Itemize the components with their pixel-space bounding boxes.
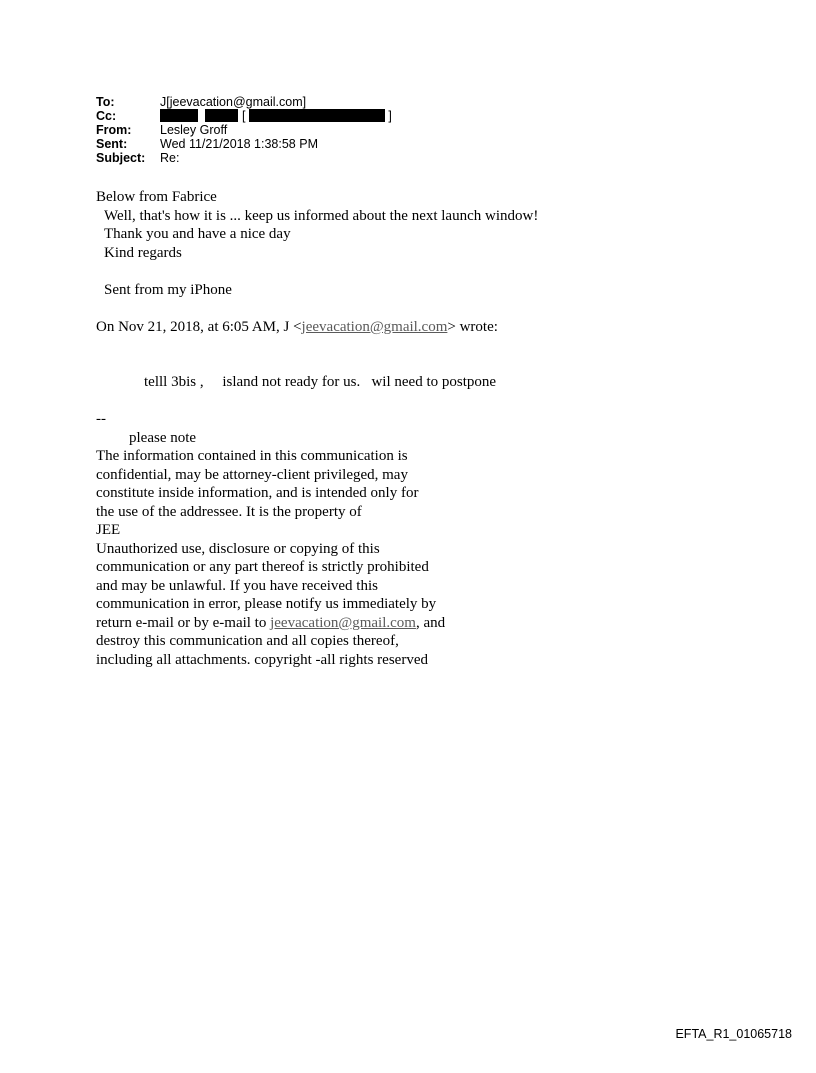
disclaimer-line: constitute inside information, and is intended only for (96, 485, 419, 501)
spacer (96, 355, 716, 374)
signature-line: Sent from my iPhone (104, 281, 232, 298)
spacer (96, 262, 716, 281)
subject-label: Subject: (96, 151, 146, 165)
disclaimer-line: confidential, may be attorney-client privileged, may (96, 466, 408, 483)
cc-bracket-open: [ (241, 109, 246, 123)
reply-line: Thank you and have a nice day (104, 226, 291, 242)
reply-line: Kind regards (104, 244, 182, 261)
quoted-message: telll 3bis , island not ready for us. wil need to postpone (144, 374, 497, 390)
disclaimer-email-line (96, 614, 716, 633)
subject-value: Re: (160, 151, 180, 165)
redaction-block (249, 109, 385, 122)
spacer (96, 336, 716, 355)
quote-intro-prefix: On Nov 21, 2018, at 6:05 AM, J < (96, 318, 302, 335)
disclaimer-line: including all attachments. copyright -all rights reserved (96, 651, 428, 668)
redaction-block (205, 109, 238, 122)
disclaimer-line: communication or any part thereof is strictly prohibited (96, 559, 429, 575)
quote-intro-suffix: > wrote: (447, 318, 498, 335)
spacer (96, 299, 716, 318)
disclaimer-email-prefix: return e-mail or by e-mail to (96, 614, 271, 631)
disclaimer-line: destroy this communication and all copies thereof, (96, 633, 399, 649)
spacer (96, 392, 716, 411)
disclaimer-line: The information contained in this communication is (96, 448, 408, 464)
to-value: J[jeevacation@gmail.com] (160, 95, 307, 109)
disclaimer-line: and may be unlawful. If you have received this (96, 577, 378, 594)
from-label: From: (96, 123, 132, 137)
disclaimer-line: communication in error, please notify us immediately by (96, 596, 437, 612)
disclaimer-note: please note (129, 429, 197, 446)
disclaimer-email-link[interactable]: jeevacation@gmail.com (270, 614, 416, 631)
to-label: To: (96, 95, 115, 109)
signature-dashes: -- (96, 411, 106, 427)
disclaimer-line: the use of the addressee. It is the property of (96, 503, 362, 520)
quote-intro (96, 318, 716, 337)
email-body (96, 188, 716, 669)
sent-value: Wed 11/21/2018 1:38:58 PM (160, 137, 318, 151)
reply-line: Below from Fabrice (96, 189, 217, 205)
cc-value (160, 109, 392, 123)
reply-line: Well, that's how it is ... keep us informed about the next launch window! (104, 207, 539, 224)
quote-intro-email-link[interactable]: jeevacation@gmail.com (301, 318, 448, 335)
disclaimer-line: JEE (96, 522, 121, 538)
cc-bracket-close: ] (388, 109, 392, 123)
cc-label: Cc: (96, 109, 117, 123)
disclaimer-email-suffix: , and (415, 614, 446, 631)
redaction-block (160, 109, 198, 122)
from-value: Lesley Groff (160, 123, 228, 137)
sent-label: Sent: (96, 137, 128, 151)
disclaimer-line: Unauthorized use, disclosure or copying of this (96, 540, 380, 557)
document-id: EFTA_R1_01065718 (675, 1027, 792, 1041)
